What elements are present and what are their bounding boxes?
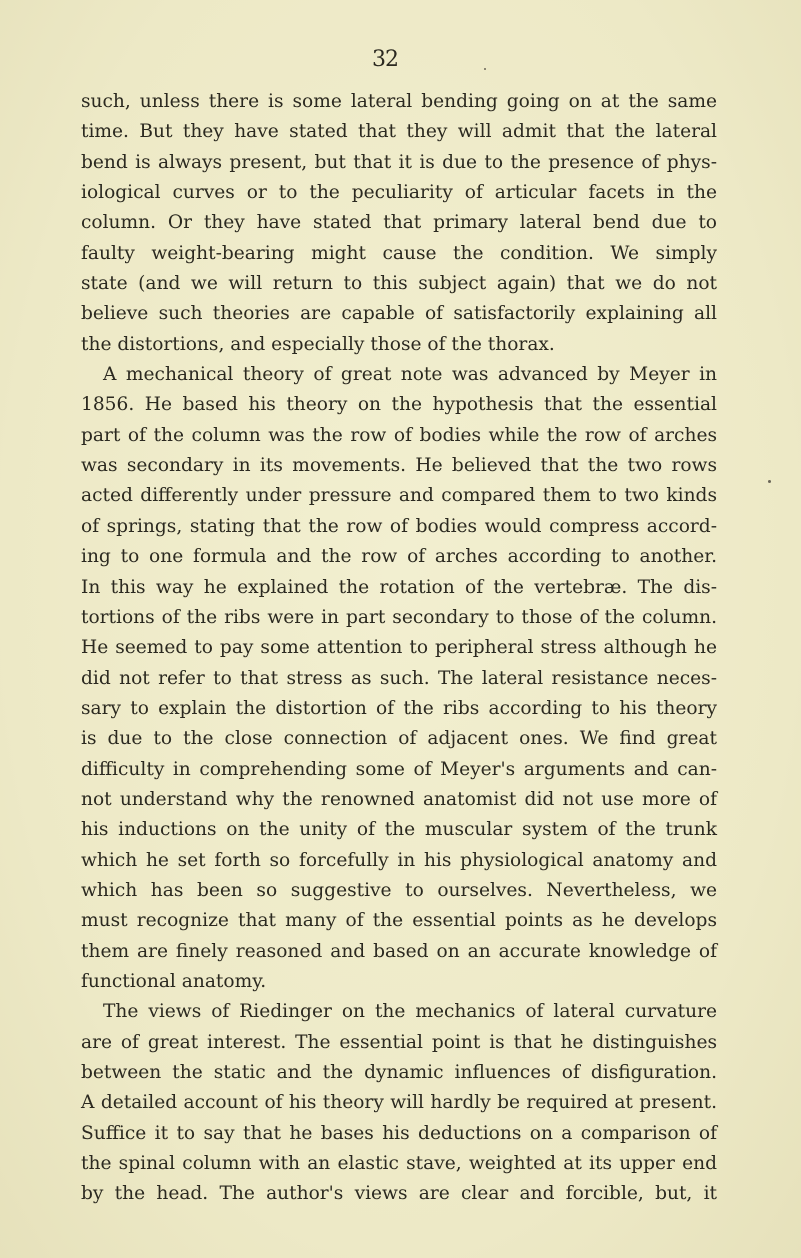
text-line: was secondary in its movements. He believed that the two rows — [81, 455, 717, 477]
text-line: part of the column was the row of bodies while the row of arches — [81, 424, 717, 446]
text-line: functional anatomy. — [81, 970, 267, 992]
page-number: 32 — [372, 47, 398, 72]
text-line: ing to one formula and the row of arches according to another. — [81, 546, 717, 568]
print-speck — [484, 68, 486, 70]
text-line: them are finely reasoned and based on an accurate knowledge of — [81, 940, 717, 962]
text-line: state (and we will return to this subject again) that we do not — [81, 273, 717, 295]
print-speck — [768, 480, 771, 483]
text-line: such, unless there is some lateral bending going on at the same — [81, 91, 717, 112]
text-line: the spinal column with an elastic stave, weighted at its upper end — [81, 1153, 717, 1175]
text-line: difficulty in comprehending some of Meyer's arguments and can- — [81, 758, 717, 780]
text-line: A mechanical theory of great note was advanced by Meyer in — [103, 364, 717, 386]
text-line: believe such theories are capable of satisfactorily explaining all — [81, 303, 717, 325]
body-text — [81, 87, 717, 1210]
text-line: A detailed account of his theory will hardly be required at present. — [81, 1092, 717, 1114]
text-line: the distortions, and especially those of the thorax. — [81, 333, 555, 355]
text-line: 1856. He based his theory on the hypothesis that the essential — [81, 394, 717, 416]
text-line: by the head. The author's views are clear and forcible, but, it — [81, 1183, 717, 1205]
text-line: bend is always present, but that it is due to the presence of phys- — [81, 151, 717, 173]
text-line: Suffice it to say that he bases his deductions on a comparison of — [81, 1122, 717, 1144]
text-line: are of great interest. The essential point is that he distinguishes — [81, 1031, 717, 1053]
text-line: He seemed to pay some attention to peripheral stress although he — [81, 637, 717, 659]
text-line: is due to the close connection of adjacent ones. We find great — [81, 728, 717, 750]
text-line: acted differently under pressure and compared them to two kinds — [81, 485, 717, 507]
text-line: In this way he explained the rotation of the vertebræ. The dis- — [81, 576, 717, 598]
text-line: faulty weight-bearing might cause the condition. We simply — [81, 242, 717, 264]
text-line: not understand why the renowned anatomist did not use more of — [81, 788, 717, 810]
text-line: must recognize that many of the essential points as he develops — [81, 910, 717, 932]
text-line: column. Or they have stated that primary lateral bend due to — [81, 212, 717, 234]
text-line: tortions of the ribs were in part secondary to those of the column. — [81, 606, 717, 628]
text-line: time. But they have stated that they will admit that the lateral — [81, 121, 717, 143]
text-line: which he set forth so forcefully in his physiological anatomy and — [81, 849, 717, 871]
text-line: The views of Riedinger on the mechanics of lateral curvature — [103, 1001, 717, 1023]
text-line: between the static and the dynamic influences of disfiguration. — [81, 1062, 717, 1083]
text-line: of springs, stating that the row of bodies would compress accord- — [81, 515, 717, 537]
text-line: his inductions on the unity of the muscular system of the trunk — [81, 819, 717, 841]
text-line: sary to explain the distortion of the ribs according to his theory — [81, 697, 717, 719]
text-line: did not refer to that stress as such. The lateral resistance neces- — [81, 667, 717, 689]
text-line: iological curves or to the peculiarity of articular facets in the — [81, 182, 717, 204]
text-line: which has been so suggestive to ourselves. Nevertheless, we — [81, 879, 717, 901]
